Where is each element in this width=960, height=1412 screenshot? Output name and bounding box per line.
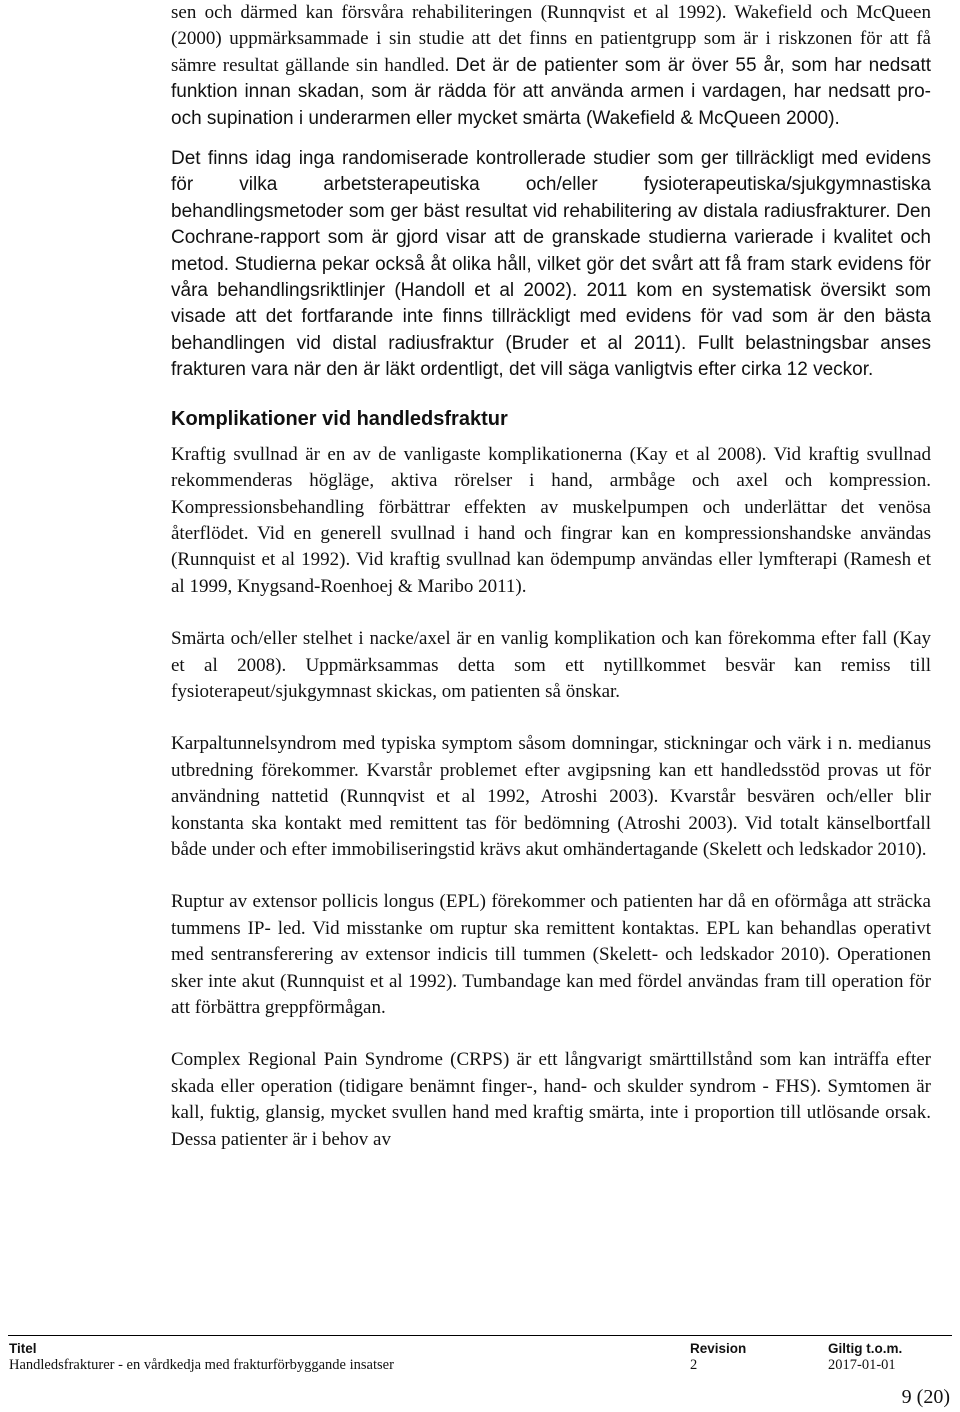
paragraph-7: Complex Regional Pain Syndrome (CRPS) är ett långvarigt smärttillstånd som kan inträffa efter skada eller operation (tidigare benämnt finger-, hand- och skulder syndrom - FHS). Symtomen är kall, fuktig, glansig, mycket svullen hand med kraftig smärta, inte i proportion till utlösande orsak. Dessa patienter är i behov av	[171, 1049, 931, 1150]
footer-revision-label: Revision	[690, 1341, 747, 1356]
document-body	[171, 0, 931, 1153]
paragraph-1-sans: Det är de patienter som är över 55 år, som har nedsatt funktion innan skadan, som är rädda för att använda armen i vardagen, har nedsatt pro- och supination i underarmen eller mycket smärta (Wakefield & McQueen 2000).	[171, 54, 931, 129]
footer-revision-value: 2	[690, 1357, 698, 1373]
section-heading: Komplikationer vid handledsfraktur	[171, 407, 508, 430]
paragraph-3: Kraftig svullnad är en av de vanligaste komplikationerna (Kay et al 2008). Vid kraftig svullnad rekommenderas högläge, aktiva rörelser i hand, armbåge och axel och kompression. Kompressionsbehandling förbättrar effekten av muskelpumpen och underlättar det venösa återflödet. Vid en generell svullnad i hand och fingrar kan en kompressionshandske användas (Runnquist et al 1992). Vid kraftig svullnad kan ödempump användas eller lymfterapi (Ramesh et al 1999, Knygsand-Roenhoej & Maribo 2011).	[171, 443, 931, 597]
paragraph-2: Det finns idag inga randomiserade kontrollerade studier som ger tillräckligt med evidens för vilka arbetsterapeutiska och/eller fysioterapeutiska/sjukgymnastiska behandlingsmetoder som ger bäst resultat vid rehabilitering av distala radiusfrakturer. Den Cochrane-rapport som är gjord visar att de granskade studierna varierade i kvalitet och metod. Studierna pekar också åt olika håll, vilket gör det svårt att få fram stark evidens för våra behandlingsriktlinjer (Handoll et al 2002). 2011 kom en systematisk översikt som visade att det fortfarande inte finns tillräckligt med evidens för vad som är den bästa behandlingen vid distal radiusfraktur (Bruder et al 2011). Fullt belastningsbar anses frakturen vara när den är läkt ordentligt, det vill säga vanligtvis efter cirka 12 veckor.	[171, 148, 931, 381]
footer-title-value: Handledsfrakturer - en vårdkedja med frakturförbyggande insatser	[9, 1357, 394, 1373]
paragraph-1-serif: sen och därmed kan försvåra rehabiliteringen (Runnqvist et al 1992). Wakefield och McQueen (2000) uppmärksammade i sin studie att det finns en patientgrupp som är i riskzonen för att få sämre resultat gällande sin handled.	[171, 2, 931, 76]
page-number: 9 (20)	[901, 1386, 950, 1408]
paragraph-1	[171, 0, 931, 132]
paragraph-5: Karpaltunnelsyndrom med typiska symptom såsom domningar, stickningar och värk i n. medianus utbredning förekommer. Kvarstår problemet efter avgipsning kan ett handledsstöd provas ut för användning nattetid (Runnqvist et al 1992, Atroshi 2003). Kvarstår besvären och/eller blir konstanta ska kontakt med remittent tas för bedömning (Atroshi 2003). Vid totalt känselbortfall både under och efter immobiliseringstid krävs akut omhändertagande (Skelett och ledskador 2010).	[171, 733, 931, 860]
footer-divider	[8, 1335, 952, 1336]
footer-title-label: Titel	[9, 1341, 37, 1356]
footer-valid-label: Giltig t.o.m.	[828, 1341, 903, 1356]
paragraph-6: Ruptur av extensor pollicis longus (EPL) förekommer och patienten har då en oförmåga att sträcka tummens IP- led. Vid misstanke om ruptur ska remittent kontaktas. EPL kan behandlas operativt med sentransferering av extensor indicis till tummen (Skelett- och ledskador 2010). Operationen sker inte akut (Runnquist et al 1992). Tumbandage kan med fördel användas fram till operation för att förbättra greppförmågan.	[171, 891, 931, 1018]
footer-valid-value: 2017-01-01	[828, 1357, 896, 1373]
paragraph-4: Smärta och/eller stelhet i nacke/axel är en vanlig komplikation och kan förekomma efter fall (Kay et al 2008). Uppmärksammas detta som ett nytillkommet besvär kan remiss till fysioterapeut/sjukgymnast skickas, om patienten så önskar.	[171, 628, 931, 702]
